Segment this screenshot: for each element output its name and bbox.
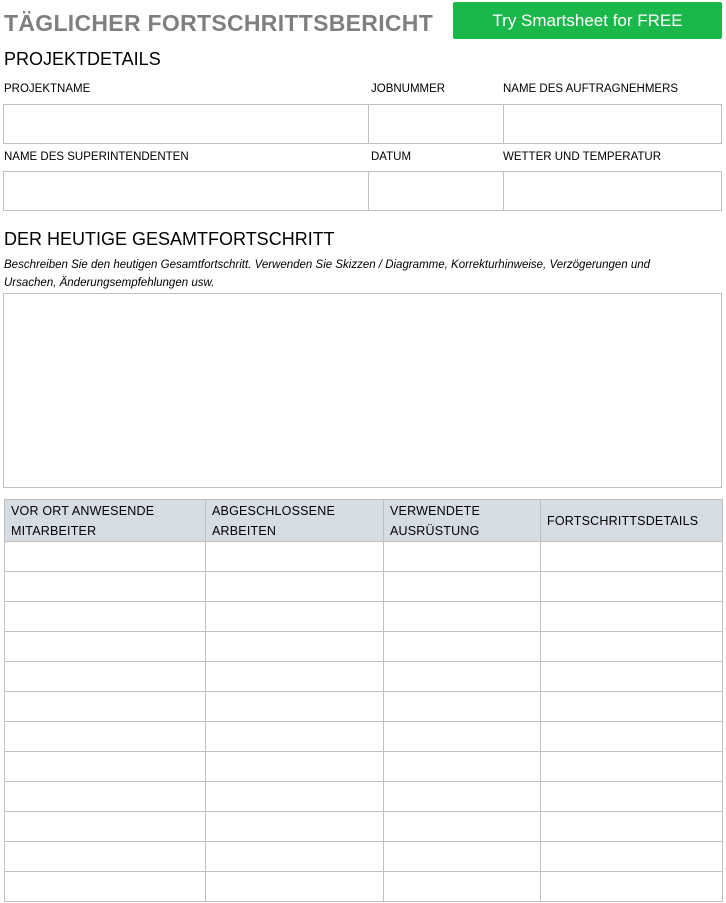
column-header-equipment: VERWENDETE AUSRÜSTUNG [384, 500, 541, 542]
table-cell[interactable] [206, 632, 384, 662]
table-cell[interactable] [541, 662, 723, 692]
table-cell[interactable] [541, 602, 723, 632]
table-cell[interactable] [5, 602, 206, 632]
job-number-label: JOBNUMMER [371, 83, 446, 95]
table-cell[interactable] [384, 782, 541, 812]
date-field[interactable] [368, 171, 504, 211]
table-cell[interactable] [5, 812, 206, 842]
project-name-field[interactable] [3, 104, 369, 144]
table-cell[interactable] [5, 752, 206, 782]
project-details-heading: PROJEKTDETAILS [4, 49, 161, 69]
table-cell[interactable] [384, 842, 541, 872]
column-header-staff: VOR ORT ANWESENDE MITARBEITER [5, 500, 206, 542]
table-cell[interactable] [541, 572, 723, 602]
table-cell[interactable] [384, 722, 541, 752]
table-row [5, 692, 723, 722]
table-cell[interactable] [5, 782, 206, 812]
table-row [5, 662, 723, 692]
table-header-row [5, 500, 723, 542]
superintendent-name-field[interactable] [3, 171, 369, 211]
weather-field[interactable] [503, 171, 722, 211]
contractor-name-field[interactable] [503, 104, 722, 144]
table-cell[interactable] [384, 572, 541, 602]
table-cell[interactable] [206, 662, 384, 692]
table-cell[interactable] [541, 812, 723, 842]
progress-table [4, 499, 723, 902]
table-cell[interactable] [541, 722, 723, 752]
table-row [5, 632, 723, 662]
table-cell[interactable] [206, 752, 384, 782]
table-row [5, 572, 723, 602]
superintendent-name-label: NAME DES SUPERINTENDENTEN [4, 151, 189, 163]
weather-label: WETTER UND TEMPERATUR [503, 151, 662, 163]
table-cell[interactable] [5, 572, 206, 602]
table-cell[interactable] [541, 752, 723, 782]
table-cell[interactable] [206, 572, 384, 602]
table-cell[interactable] [384, 812, 541, 842]
table-cell[interactable] [541, 542, 723, 572]
table-cell[interactable] [206, 722, 384, 752]
table-cell[interactable] [206, 602, 384, 632]
table-cell[interactable] [384, 542, 541, 572]
progress-instructions: Beschreiben Sie den heutigen Gesamtfortschritt. Verwenden Sie Skizzen / Diagramme, Korrekturhinweise, Verzögerungen und Ursachen, Änderungsempfehlungen usw. [4, 259, 651, 289]
date-label: DATUM [371, 151, 412, 163]
column-header-progress-details: FORTSCHRITTSDETAILS [541, 500, 723, 542]
table-cell[interactable] [384, 662, 541, 692]
table-cell[interactable] [5, 632, 206, 662]
table-cell[interactable] [384, 692, 541, 722]
table-row [5, 842, 723, 872]
table-row [5, 782, 723, 812]
table-cell[interactable] [541, 782, 723, 812]
table-cell[interactable] [206, 812, 384, 842]
table-cell[interactable] [206, 782, 384, 812]
table-cell[interactable] [206, 842, 384, 872]
project-name-label: PROJEKTNAME [4, 83, 91, 95]
table-cell[interactable] [5, 842, 206, 872]
table-cell[interactable] [541, 872, 723, 902]
daily-progress-heading: DER HEUTIGE GESAMTFORTSCHRITT [4, 229, 335, 249]
table-cell[interactable] [384, 602, 541, 632]
table-body [5, 542, 723, 902]
table-cell[interactable] [384, 872, 541, 902]
table-cell[interactable] [206, 542, 384, 572]
table-row [5, 812, 723, 842]
table-cell[interactable] [5, 542, 206, 572]
table-row [5, 542, 723, 572]
try-smartsheet-button[interactable]: Try Smartsheet for FREE [453, 2, 722, 39]
table-cell[interactable] [5, 662, 206, 692]
table-row [5, 752, 723, 782]
table-cell[interactable] [541, 842, 723, 872]
job-number-field[interactable] [368, 104, 504, 144]
table-cell[interactable] [206, 692, 384, 722]
table-cell[interactable] [541, 632, 723, 662]
table-cell[interactable] [541, 692, 723, 722]
table-cell[interactable] [5, 722, 206, 752]
contractor-name-label: NAME DES AUFTRAGNEHMERS [503, 83, 679, 95]
table-cell[interactable] [5, 872, 206, 902]
table-cell[interactable] [384, 752, 541, 782]
table-row [5, 872, 723, 902]
table-row [5, 722, 723, 752]
column-header-completed-work: ABGESCHLOSSENE ARBEITEN [206, 500, 384, 542]
table-row [5, 602, 723, 632]
page-title: TÄGLICHER FORTSCHRITTSBERICHT [4, 10, 434, 36]
table-cell[interactable] [384, 632, 541, 662]
progress-description-field[interactable] [3, 293, 722, 488]
table-cell[interactable] [206, 872, 384, 902]
table-cell[interactable] [5, 692, 206, 722]
